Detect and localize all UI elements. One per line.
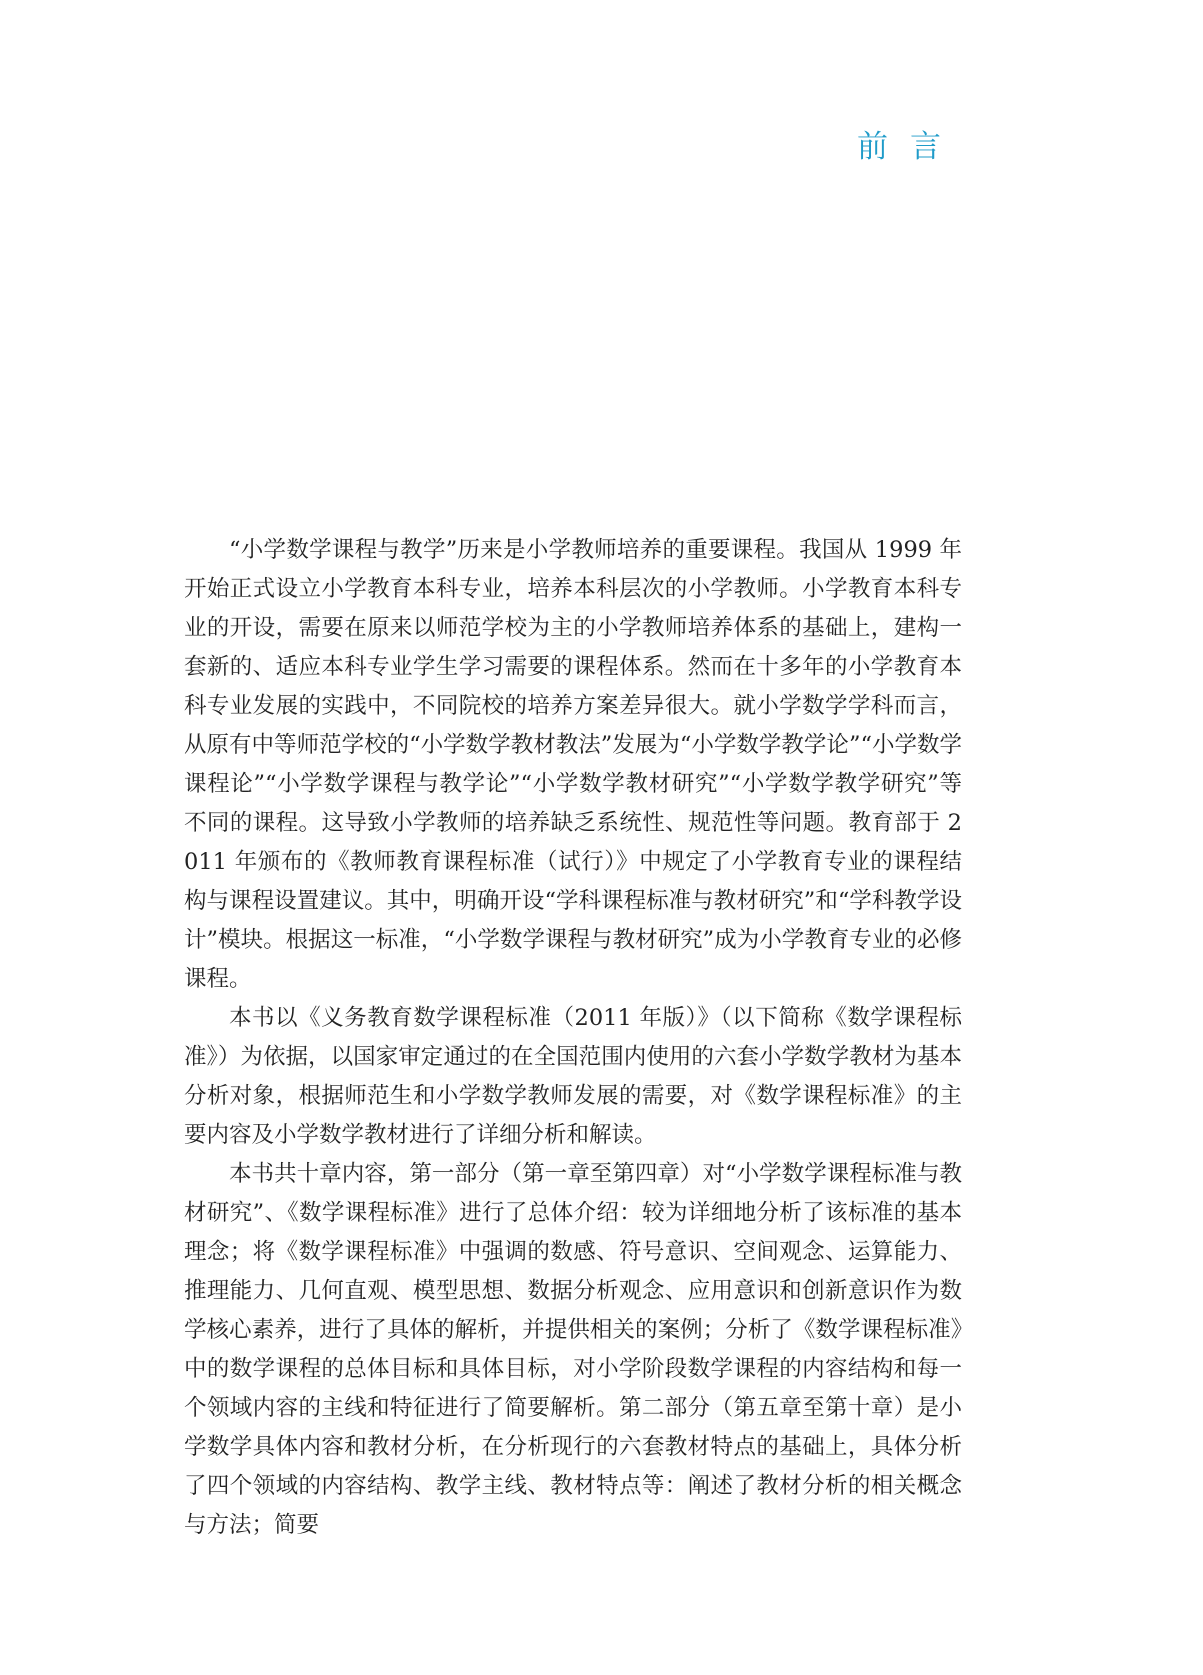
paragraph: 本书共十章内容，第一部分（第一章至第四章）对“小学数学课程标准与教材研究”、《数学课程标准》进行了总体介绍：较为详细地分析了该标准的基本理念；将《数学课程标准》中强调的数感、符号意识、空间观念、运算能力、推理能力、几何直观、模型思想、数据分析观念、应用意识和创新意识作为数学核心素养，进行了具体的解析，并提供相关的案例；分析了《数学课程标准》中的数学课程的总体目标和具体目标，对小学阶段数学课程的内容结构和每一个领域内容的主线和特征进行了简要解析。第二部分（第五章至第十章）是小学数学具体内容和教材分析，在分析现行的六套教材特点的基础上，具体分析了四个领域的内容结构、教学主线、教材特点等：阐述了教材分析的相关概念与方法；简要 — [184, 1161, 962, 1538]
preface-body — [184, 531, 962, 1545]
paragraph: “小学数学课程与教学”历来是小学教师培养的重要课程。我国从 1999 年开始正式设立小学教育本科专业，培养本科层次的小学教师。小学教育本科专业的开设，需要在原来以师范学校为主的小学教师培养体系的基础上，建构一套新的、适应本科专业学生学习需要的课程体系。然而在十多年的小学教育本科专业发展的实践中，不同院校的培养方案差异很大。就小学数学学科而言，从原有中等师范学校的“小学数学教材教法”发展为“小学数学教学论”“小学数学课程论”“小学数学课程与教学论”“小学数学教材研究”“小学数学教学研究”等不同的课程。这导致小学教师的培养缺乏系统性、规范性等问题。教育部于 2011 年颁布的《教师教育课程标准（试行）》中规定了小学教育专业的课程结构与课程设置建议。其中，明确开设“学科课程标准与教材研究”和“学科教学设计”模块。根据这一标准，“小学数学课程与教材研究”成为小学教育专业的必修课程。 — [184, 537, 962, 992]
page-title: 前言 — [857, 129, 963, 165]
paragraph: 本书以《义务教育数学课程标准（2011 年版）》（以下简称《数学课程标准》）为依据，以国家审定通过的在全国范围内使用的六套小学数学教材为基本分析对象，根据师范生和小学数学教师发展的需要，对《数学课程标准》的主要内容及小学数学教材进行了详细分析和解读。 — [184, 1005, 962, 1148]
